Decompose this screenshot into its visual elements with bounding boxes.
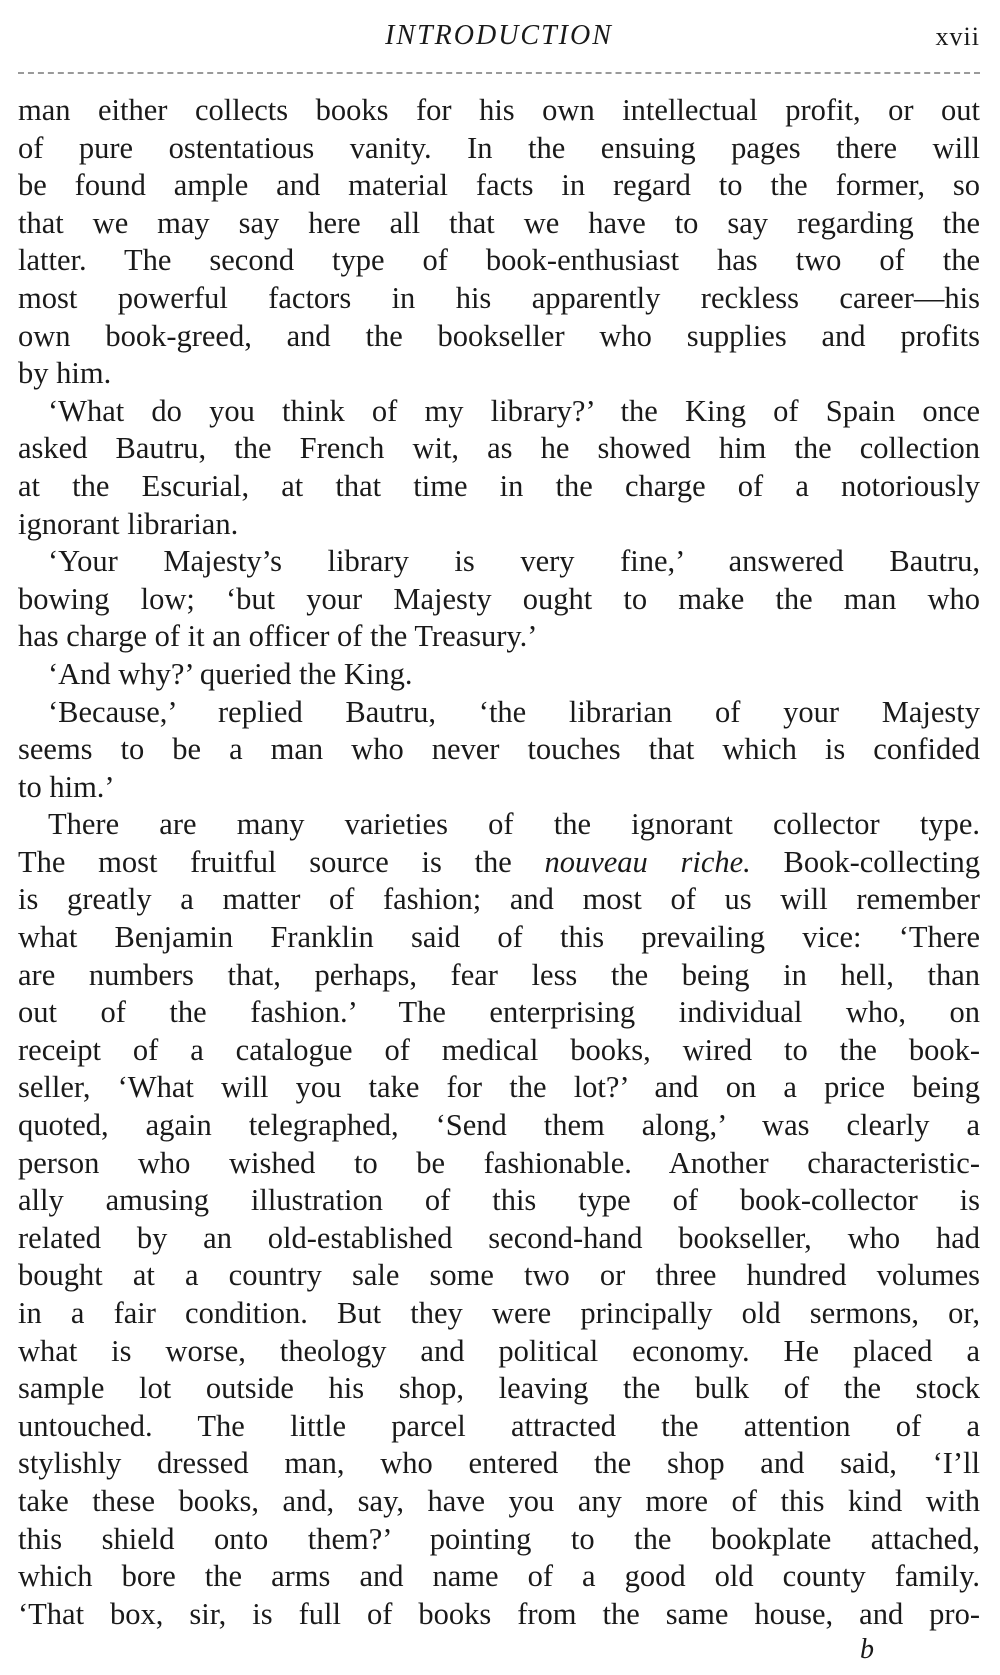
text-line: by him. [18, 356, 112, 391]
text-line: to him.’ [18, 769, 115, 804]
text-line: untouched. The little parcel attracted the attention of a [18, 1408, 980, 1443]
text-line: seems to be a man who never touches that which is confided [18, 732, 980, 767]
text-line: latter. The second type of book-enthusiast has two of the [18, 243, 980, 278]
text-line: of pure ostentatious vanity. In the ensuing pages there will [18, 130, 980, 165]
text-line: ignorant librarian. [18, 506, 239, 541]
text-line: which bore the arms and name of a good old county family. [18, 1559, 980, 1594]
running-head [18, 20, 980, 60]
text-line: ‘That box, sir, is full of books from the same house, and pro- [18, 1596, 980, 1631]
text-line: in a fair condition. But they were principally old sermons, or, [18, 1296, 980, 1330]
italic-phrase: nouveau riche. [544, 844, 751, 879]
text-line: related by an old-established second-hand bookseller, who had [18, 1220, 980, 1255]
text-line: most powerful factors in his apparently reckless career—his [18, 280, 980, 315]
text-line: take these books, and, say, have you any more of this kind with [18, 1483, 980, 1518]
text-run: Book-collecting [750, 844, 980, 879]
text-line: receipt of a catalogue of medical books, wired to the book- [18, 1032, 980, 1067]
text-line: ally amusing illustration of this type of book-collector is [18, 1183, 980, 1218]
text-line: seller, ‘What will you take for the lot?’ and on a price being [18, 1070, 980, 1105]
text-line: be found ample and material facts in regard to the former, so [18, 168, 980, 203]
text-line: at the Escurial, at that time in the charge of a notoriously [18, 468, 980, 503]
text-line: ‘And why?’ queried the King. [48, 656, 413, 691]
text-line [18, 844, 980, 882]
text-line: sample lot outside his shop, leaving the bulk of the stock [18, 1371, 980, 1406]
body-text [18, 92, 980, 1633]
text-line: person who wished to be fashionable. Another characteristic- [18, 1145, 980, 1180]
text-line: has charge of it an officer of the Treasury.’ [18, 619, 538, 654]
page-number: xvii [935, 22, 980, 51]
text-line: There are many varieties of the ignorant collector type. [48, 807, 980, 842]
text-line: bowing low; ‘but your Majesty ought to make the man who [18, 581, 980, 616]
text-line: man either collects books for his own intellectual profit, or out [18, 93, 980, 127]
text-line: bought at a country sale some two or three hundred volumes [18, 1258, 980, 1293]
text-line: are numbers that, perhaps, fear less the being in hell, than [18, 957, 980, 992]
running-title: INTRODUCTION [385, 20, 613, 51]
text-run: The most fruitful source is the [18, 844, 545, 879]
text-line: stylishly dressed man, who entered the shop and said, ‘I’ll [18, 1446, 980, 1481]
text-line: asked Bautru, the French wit, as he showed him the collection [18, 431, 980, 466]
header-rule [18, 72, 980, 74]
text-line: ‘Because,’ replied Bautru, ‘the librarian of your Majesty [48, 694, 980, 729]
text-line: that we may say here all that we have to say regarding the [18, 205, 980, 240]
text-line: out of the fashion.’ The enterprising individual who, on [18, 995, 980, 1030]
text-line: ‘Your Majesty’s library is very fine,’ answered Bautru, [48, 544, 980, 579]
text-line: ‘What do you think of my library?’ the King of Spain once [48, 393, 980, 428]
text-line: own book-greed, and the bookseller who supplies and profits [18, 318, 980, 353]
text-line: what Benjamin Franklin said of this prevailing vice: ‘There [18, 920, 980, 955]
text-line: this shield onto them?’ pointing to the bookplate attached, [18, 1521, 980, 1556]
text-line: quoted, again telegraphed, ‘Send them along,’ was clearly a [18, 1108, 980, 1143]
text-line: what is worse, theology and political economy. He placed a [18, 1333, 980, 1368]
signature-mark: b [860, 1634, 874, 1665]
text-line: is greatly a matter of fashion; and most of us will remember [18, 882, 980, 917]
